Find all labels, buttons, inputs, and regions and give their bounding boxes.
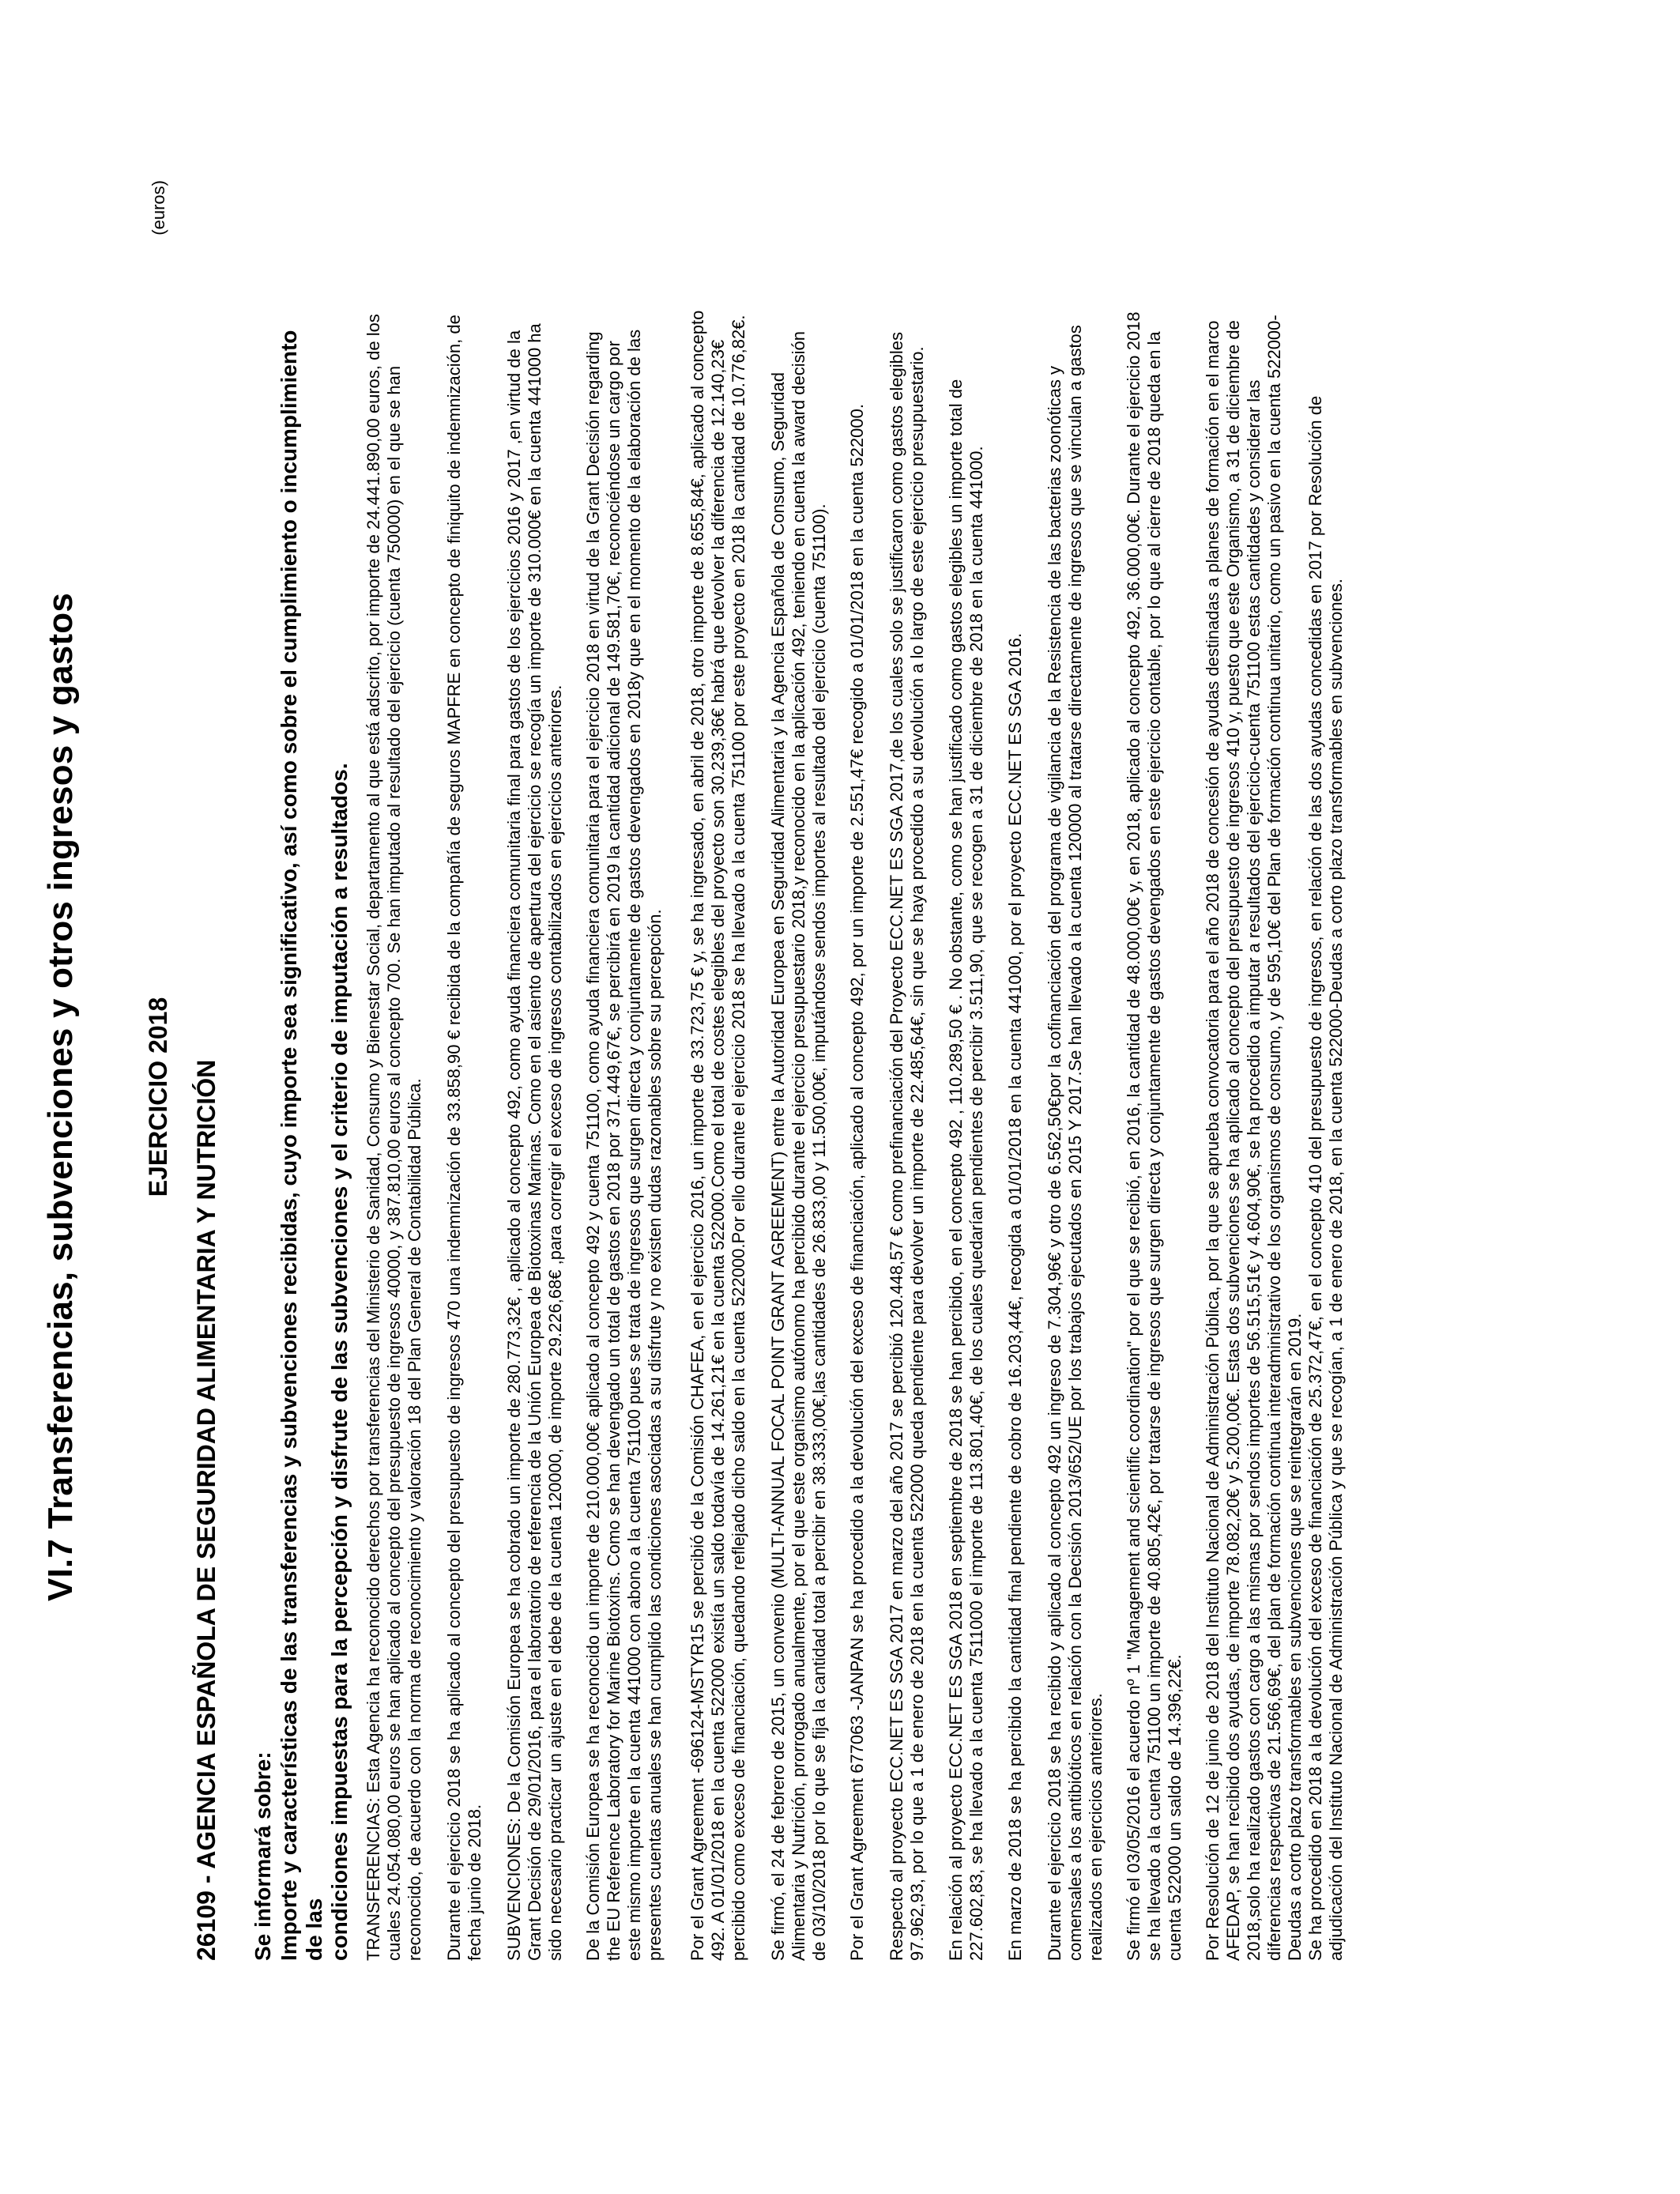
intro-text: Importe y características de las transferencias y subvenciones recibidas, cuyo importe sea significativo, así como sobre el cumplimiento o incumplimiento de las condiciones impuestas para la percepción y disfrute de las subvenciones y el criterio de imputación a resultados. <box>277 330 352 1961</box>
paragraph-ecc-net-2017: Respecto al proyecto ECC.NET ES SGA 2017 en marzo del año 2017 se percibió 120.448,57 € como prefinanciación del Proyecto ECC.NET ES SGA 2017,de los cuales solo se justificaron como gastos elegibles 97.962,93, por lo que a 1 de enero de 2018 en la cuenta 522000 queda pendiente para devolver un importe de 22.485,64€, sin que se haya procedido a su devolución a lo largo de este ejercicio presupuestario. <box>887 331 927 1961</box>
paragraph-janpan: Por el Grant Agreement 677063 -JANPAN se ha procedido a la devolución del exceso de financiación, aplicado al concepto 492, por un importe de 2.551,47€ recogido a 01/01/2018 en la cuenta 522000. <box>847 404 867 1961</box>
paragraph-indemnizacion: Durante el ejercicio 2018 se ha aplicado al concepto del presupuesto de ingresos 470 una indemnización de 33.858,90 € recibida de la compañía de seguros MAPFRE en concepto de finiquito de indemnización, de fecha junio de 2018. <box>444 315 484 1961</box>
paragraph-grant-chafea: Por el Grant Agreement -696124-MSTYR15 se percibió de la Comisión CHAFEA, en el ejercicio 2016, un importe de 33.723,75 € y, se ha ingresado, en abril de 2018, otro importe de 8.655,84€, aplicado al concepto 492. A 01/01/2018 en la cuenta 522000 existía un saldo todavía de 14.261,21€ en la cuenta 522000.Como el total de costes elegibles del proyecto son 30.239,36€ habrá que devolver la diferencia de 12.140,23€ percibido como exceso de financiación, quedando reflejado dicho saldo en la cuenta 522000.Por ello durante el ejercicio 2018 se ha llevado a la cuenta 751100 por este proyecto en 2018 la cantidad de 10.776,82€. <box>687 310 748 1961</box>
paragraph-ecc-net-2018: En relación al proyecto ECC.NET ES SGA 2018 en septiembre de 2018 se han percibido, en el concepto 492 , 110.289,50 € . No obstante, como se han justificado como gastos elegibles un importe total de 227.602,83, se ha llevado a la cuenta 7511000 el importe de 113.801,40€, de los cuales quedarían pendientes de percibir 3.511,90, que se recogen a 31 de diciembre de 2018 en la cuenta 441000. <box>946 379 986 1961</box>
exercise-heading: EJERCICIO 2018 <box>144 997 172 1197</box>
agency-heading: 26109 - AGENCIA ESPAÑOLA DE SEGURIDAD ALIMENTARIA Y NUTRICIÓN <box>192 1059 220 1961</box>
currency-unit: (euros) <box>149 180 168 236</box>
paragraph-afedap: Por Resolución de 12 de junio de 2018 del Instituto Nacional de Administración Pública, por la que se aprueba convocatoria para el año 2018 de concesión de ayudas destinadas a planes de formación en el marco AFEDAP, se han recibido dos ayudas, de importe 78.082,20€ y 5.200,00€. Estas dos subvenciones se ha aplicado al concepto del presupuesto de ingresos 410 y, puesto que este Organismo, a 31 de diciembre de 2018,solo ha realizado gastos con cargo a las mismas por sendos importes de 56.515,51€ y 4.604,90€, se ha procedido a imputar a resultados del ejercicio-cuenta 751100 estas cantidades y considerar las diferencias respectivas de 21.566,69€, del plan de formación continua interadministrativo de los organismos de consumo, y de 595,10€ del Plan de formación continua unitario, como un pasivo en la cuenta 522000- Deudas a corto plazo transformables en subvenciones que se reintegrarán en 2019. Se ha procedido en 2018 a la devolución del exceso de financiación de 25.372,47€, en el concepto 410 del presupuesto de ingresos, en relación de las dos ayudas concedidas en 2017 por Resolución de adjudicación del Instituto Nacional de Administración Pública y que se recogían, a 1 de enero de 2018, en la cuenta 522000-Deudas a corto plazo transformables en subvenciones. <box>1203 315 1346 1961</box>
intro-label: Se informará sobre: <box>250 1751 275 1961</box>
paragraph-management-coordination: Se firmó el 03/05/2016 el acuerdo nº 1 "Management and scientific coordination" por el que se recibió, en 2016, la cantidad de 48.000,00€ y, en 2018, aplicado al concepto 492, 36.000,00€. Durante el ejercicio 2018 se ha llevado a la cuenta 751100 un importe de 40.805,42€, por tratarse de ingresos que surgen directa y conjuntamente de gastos devengados en este ejercicio contable, por lo que al cierre de 2018 queda en la cuenta 522000 un saldo de 14.396,22€. <box>1124 311 1185 1961</box>
paragraph-convenio-efsa: Se firmó, el 24 de febrero de 2015, un convenio (MULTI-ANNUAL FOCAL POINT GRANT AGREEMENT) entre la Autoridad Europea en Seguridad Alimentaria y la Agencia Española de Consumo, Seguridad Alimentaria y Nutrición, prorrogado anualmente, por el que este organismo autónomo ha percibido durante el ejercicio presupuestario 2018,y reconocido en la aplicación 492, teniendo en cuenta la award decisión de 03/10/2018 por lo que se fija la cantidad total a percibir en 38.333,00€,las cantidades de 26.833,00 y 11.500,00€, imputándose sendos importes al resultado del ejercicio (cuenta 751100). <box>768 331 829 1961</box>
paragraph-ecc-net-2016: En marzo de 2018 se ha percibido la cantidad final pendiente de cobro de 16.203,44€, recogida a 01/01/2018 en la cuenta 441000, por el proyecto ECC.NET ES SGA 2016. <box>1005 632 1025 1961</box>
paragraph-subvenciones: SUBVENCIONES: De la Comisión Europea se ha cobrado un importe de 280.773,32€ , aplicado al concepto 492, como ayuda financiera comunitaria final para gastos de los ejercicios 2016 y 2017 ,en virtud de la Grant Decisión de 29/01/2016, para el laboratorio de referencia de la Unión Europea de Biotoxinas Marinas. Como en el asiento de apertura del ejercicio se recogía un importe de 310.000€ en la cuenta 441000 ha sido necesario practicar un ajuste en el debe de la cuenta 120000, de importe 29.226,68€ ,para corregir el exceso de ingresos contabilizados en ejercicios anteriores. <box>504 323 565 1961</box>
paragraph-resistencia-bacterias: Durante el ejercicio 2018 se ha recibido y aplicado al concepto 492 un ingreso de 7.304,96€ y otro de 6.562,50€por la cofinanciación del programa de vigilancia de la Resistencia de las bacterias zoonóticas y comensales a los antibióticos en relación con la Decisión 2013/652/UE por los trabajos ejecutados en 2015 Y 2017.Se han llevado a la cuenta 120000 al tratarse directamente de ingresos que se vinculan a gastos realizados en ejercicios anteriores. <box>1045 325 1106 1961</box>
paragraph-laboratorio-referencia: De la Comisión Europea se ha reconocido un importe de 210.000,00€ aplicado al concepto 492 y cuenta 751100, como ayuda financiera comunitaria para el ejercicio 2018 en virtud de la Grant Decisión regarding the EU Reference Laboratory for Marine Biotoxins. Como se han devengado un total de gastos en 2018 por 371.449,67€, se percibirá en 2019 la cantidad adicional de 149.581,70€, reconociéndose un cargo por este mismo importe en la cuenta 441000 con abono a la cuenta 751100 pues se trata de ingresos que surgen directa y conjuntamente de gastos devengados en 2018y que en el momento de la elaboración de las presentes cuentas anuales se han cumplido las condiciones asociadas a su disfrute y no existen dudas razonables sobre su percepción. <box>583 329 665 1961</box>
document-title: VI.7 Transferencias, subvenciones y otros ingresos y gastos <box>41 592 80 1602</box>
paragraph-transferencias: TRANSFERENCIAS: Esta Agencia ha reconocido derechos por transferencias del Ministerio de Sanidad, Consumo y Bienestar Social, departamento al que está adscrito, por importe de 24.441.890,00 euros, de los cuales 24.054.080,00 euros se han aplicado al concepto del presupuesto de ingresos 40000, y 387.810,00 euros al concepto 700. Se han imputado al resultado del ejercicio (cuenta 750000) en el que se han reconocido, de acuerdo con la norma de reconocimiento y valoración 18 del Plan General de Contabilidad Pública. <box>363 314 424 1961</box>
